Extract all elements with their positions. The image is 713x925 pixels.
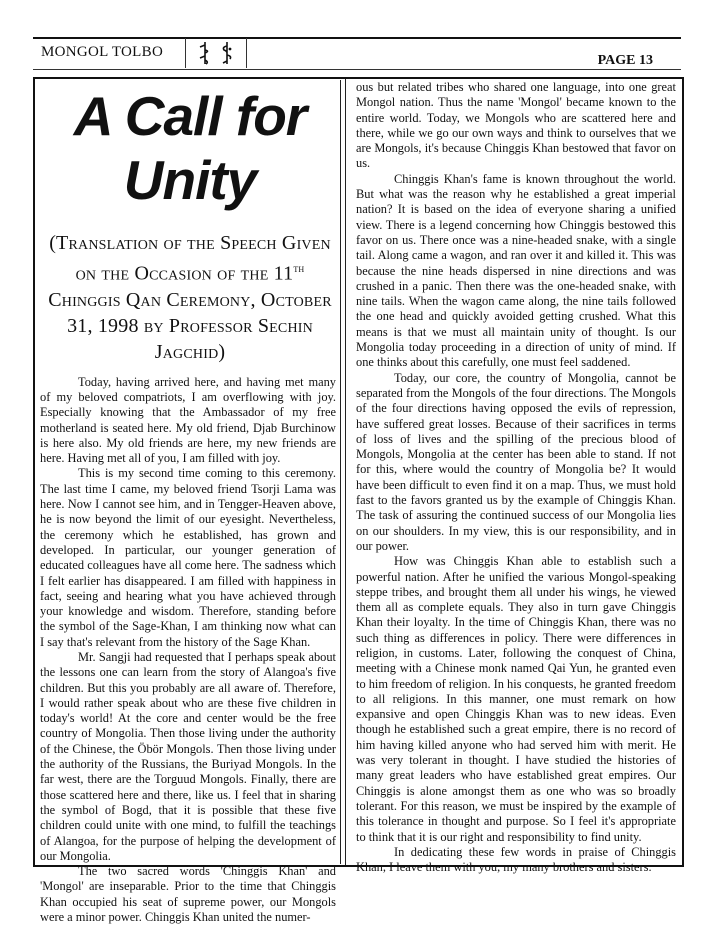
left-column bbox=[40, 80, 341, 925]
paragraph: Today, our core, the country of Mongolia, cannot be separated from the Mongols of the four directions. The Mongols of the four directions having opposed the evils of repression, have suffered great losses. Because of their sacrifices in terms of loss of lives and the spilling of the precious blood of Mongols, Mongolia at the center has been able to stand. If not for this, where would the country of Mongolia be? It would have been difficult to even find it on a map. Thus, we must hold fast to the favors granted us by the example of Chinggis Khan. The task of assuring the continued success of our Mongolia lies on our shoulders. In my view, this is our responsibility, and in our power. bbox=[356, 370, 676, 553]
title-line-2: Unity bbox=[123, 149, 257, 211]
mongolian-script-glyph-1-icon bbox=[198, 41, 212, 65]
subtitle-part-a: (Translation of the Speech Given on the Occasion of the 11 bbox=[49, 232, 331, 285]
subtitle-part-b: Chinggis Qan Ceremony, October 31, 1998 by Professor Sechin Jagchid) bbox=[48, 288, 332, 363]
article-title bbox=[40, 80, 340, 212]
page-header bbox=[33, 37, 681, 70]
left-body-text bbox=[40, 375, 340, 925]
subtitle-superscript: th bbox=[293, 263, 305, 275]
paragraph: ous but related tribes who shared one language, into one great Mongol nation. Thus the name 'Mongol' became known to the entire world. Today, we Mongols who are scattered here and there, while we go our own ways and think to ourselves that we are Mongols, it's because Chinggis Khan bestowed that favor on us. bbox=[356, 80, 676, 171]
masthead-title: MONGOL TOLBO bbox=[41, 44, 164, 60]
paragraph: Chinggis Khan's fame is known throughout the world. But what was the reason why he established a great imperial nation? It is based on the idea of everyone sharing a unified view. There is a legend concerning how Chinggis bestowed this favor on us. There once was a nine-headed snake, with a single tail. Along came a wagon, and ran over it and killed it. This was because the nine heads dispersed in nine directions and was crushed in a panic. Then there was the one-headed snake, with nine tails. When the wagon came along, the nine tails followed the one head and quickly avoided getting crushed. What this means is that we must all maintain unity of thought. Is our Mongolia today proceeding in a direction of unity of mind. If one thinks about this carefully, one must feel saddened. bbox=[356, 171, 676, 370]
paragraph: Today, having arrived here, and having met many of my beloved compatriots, I am overflowing with joy. Especially knowing that the Ambassador of my free motherland is seated here. My old friend, Djab Burchinow is here also. My old friends are here, my new friends are here. Having met all of you, I am filled with joy. bbox=[40, 374, 336, 466]
mongolian-script-box bbox=[185, 38, 247, 68]
title-line-1: A Call for bbox=[73, 85, 307, 147]
right-column bbox=[352, 80, 678, 875]
mongolian-script-glyph-2-icon bbox=[220, 41, 234, 65]
paragraph: This is my second time coming to this ceremony. The last time I came, my beloved friend Tsorji Lama was here. Now I cannot see him, and in Tengger-Heaven above, he is now beyond the limit of our eyesight. Nevertheless, the ceremony which he established, has grown and developed. In particular, our younger generation of educated colleagues have all come here. The sadness which I felt earlier has disappeared. I am filled with happiness in fact, seeing and hearing what you have achieved through your knowledge and wisdom. Therefore, standing before the symbol of the Sage-Khan, I am thinking now what can I say that's relevant from the history of the Sage Khan. bbox=[40, 466, 336, 649]
paragraph: The two sacred words 'Chinggis Khan' and 'Mongol' are inseparable. Prior to the time that Chinggis Khan occupied his seat of supreme power, our Mongols were a minor power. Chinggis Khan united the numer- bbox=[40, 864, 336, 925]
column-divider bbox=[345, 79, 346, 865]
article-subtitle bbox=[42, 230, 338, 365]
page-number: PAGE 13 bbox=[597, 53, 653, 68]
paragraph: How was Chinggis Khan able to establish such a powerful nation. After he unified the various Mongol-speaking steppe tribes, and brought them all under his wings, he viewed them all as complete equals. They also in turn gave Chinggis Khan their loyalty. In the time of Chinggis Khan, there was no such thing as differences in policy. There were differences in religion, in customs. Later, following the conquest of China, meeting with a Chinese monk named Qai Yun, he granted even to him freedom of religion. In his conquests, he granted freedom to all religions. In this manner, one must remark on how expansive and open Chinggis Khan was to new ideas. Even though he established such a great empire, there is no record of him having killed anyone who had served him with merit. He was very tolerant in thought. I have studied the histories of many great leaders who have established great empires. Our Chinggis is alone amongst them as one who was so broadly tolerant. For this reason, we must be inspired by the example of this tolerance in thought and purpose. So I feel it's appropriate to think that it is our right and responsibility to find unity. bbox=[356, 554, 677, 844]
right-body-text bbox=[352, 80, 678, 875]
paragraph: Mr. Sangji had requested that I perhaps speak about the lessons one can learn from the story of Alangoa's five children. But this you probably are all aware of. Therefore, I would rather speak about who are these five children in today's world! At the core and center would be the free country of Mongolia. Then those living under the authority of the Chinese, the Öbör Mongols. Then those living under the authority of the Russians, the Buriyad Mongols. In the far west, there are the Torguud Mongols. Finally, there are those scattered here and there, like us. I feel that in sharing the symbol of Bogd, that it is possible that these five children could unite with one mind, to fulfill the teachings of Alangoa, for the purpose of helping the development of our Mongolia. bbox=[40, 650, 336, 863]
paragraph: In dedicating these few words in praise of Chinggis Khan, I leave them with you, my many brothers and sisters. bbox=[356, 844, 676, 875]
